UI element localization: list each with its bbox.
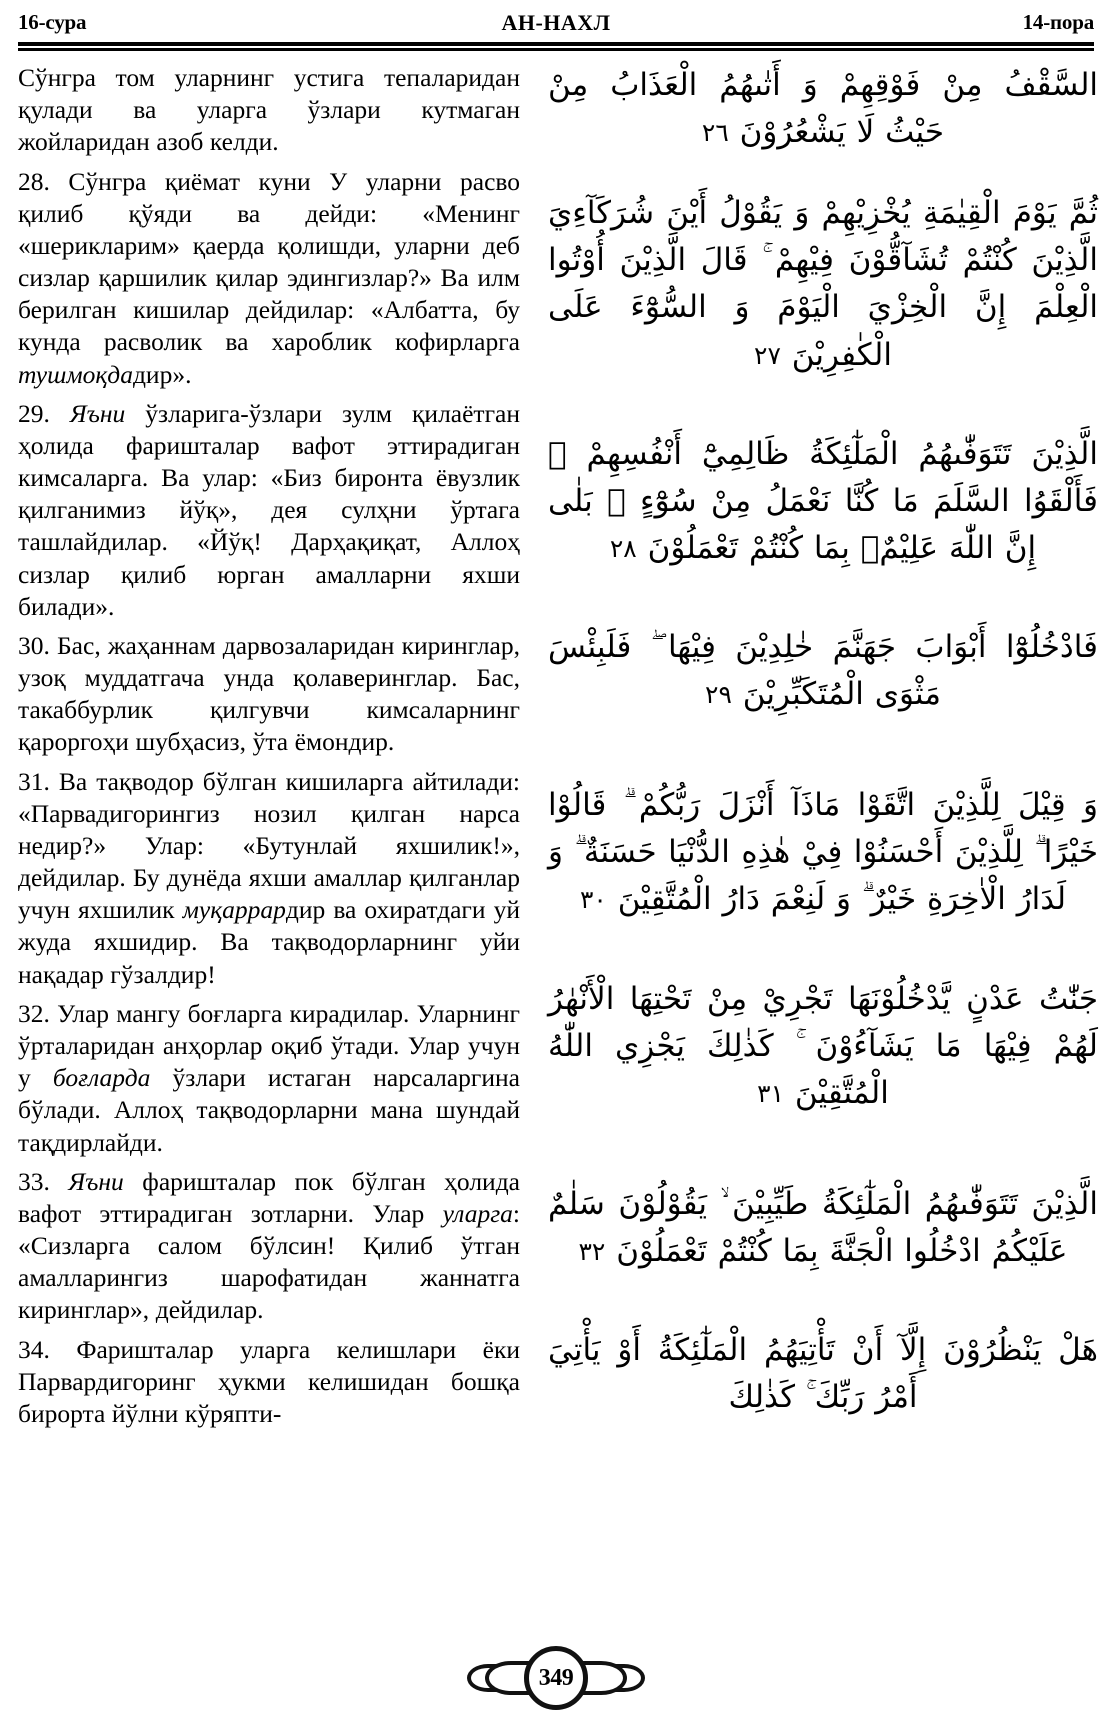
paragraph-emphasis: Яъни bbox=[68, 1166, 124, 1196]
arabic-text: السَّقْفُ مِنْ فَوْقِهِمْ وَ أَتٰىهُمُ الْعَذَابُ مِنْ حَيْثُ لَا يَشْعُرُوْنَ bbox=[548, 67, 1098, 151]
paragraph-text: Сўнгра том уларнинг устига тепаларидан қулади ва уларга ўзлари кутмаган жойларидан азоб келди. bbox=[18, 63, 520, 157]
translation-paragraph bbox=[18, 62, 520, 159]
translation-paragraph bbox=[18, 766, 520, 991]
header-divider-rule bbox=[18, 42, 1094, 51]
arabic-verse-block bbox=[548, 62, 1098, 156]
paragraph-text: 28. Сўнгра қиёмат куни У уларни расво қилиб қўяди ва дейди: «Менинг «шерикларим» қаерда қолишди, уларни деб сизлар қаршилик қилар эдингизлар?» Ва илм берилган кишилар дейдилар: «Албатта, бу кунда расволик ва хароблик кофирларга bbox=[18, 166, 520, 357]
paragraph-number: 29. bbox=[18, 398, 70, 428]
paragraph-text: 32. Улар мангу боғларга кирадилар. Уларнинг ўрталаридан анҳорлар оқиб ўтади. Улар учун у bbox=[18, 998, 520, 1093]
header-surah-name: АН-НАХЛ bbox=[501, 10, 611, 35]
arabic-column bbox=[530, 62, 1098, 1609]
rule-thin-line bbox=[18, 48, 1094, 51]
arabic-verse-block bbox=[548, 190, 1098, 378]
arabic-text: هَلْ يَنْظُرُوْنَ إِلَّآ أَنْ تَأْتِيَهُمُ الْمَلٰٓئِكَةُ أَوْ يَأْتِيَ أَمْرُ رَبِّكَ ۚ كَذٰلِكَ bbox=[548, 1332, 1098, 1416]
page-number-area bbox=[0, 1649, 1112, 1707]
arabic-verse-block bbox=[548, 976, 1098, 1117]
translation-paragraph bbox=[18, 1334, 520, 1431]
page-body bbox=[18, 62, 1098, 1609]
header-juz-label: 14-пора bbox=[1022, 10, 1094, 34]
arabic-verse-block bbox=[548, 1327, 1098, 1421]
ayah-number-marker: ٢٩ bbox=[705, 680, 732, 710]
arabic-verse-block bbox=[548, 431, 1098, 572]
translation-paragraph bbox=[18, 1166, 520, 1327]
arabic-text: الَّذِيْنَ تَتَوَفّٰىهُمُ الْمَلٰٓئِكَةُ ظَالِمِيْٓ أَنْفُسِهِمْ ۖ فَأَلْقَوُا السَّلَمَ مَا كُنَّا نَعْمَلُ مِنْ سُوْٓءٍ ۚ بَلٰى إِنَّ اللّٰهَ عَلِيْمٌۢ بِمَا كُنْتُمْ تَعْمَلُوْنَ bbox=[548, 435, 1098, 566]
ayah-number-marker: ٢٧ bbox=[754, 340, 781, 370]
arabic-verse-block bbox=[548, 1181, 1098, 1275]
arabic-text: ثُمَّ يَوْمَ الْقِيٰمَةِ يُخْزِيْهِمْ وَ يَقُوْلُ أَيْنَ شُرَكَآءِيَ الَّذِيْنَ كُنْتُمْ تُشَآقُّوْنَ فِيْهِمْ ۚ قَالَ الَّذِيْنَ أُوْتُوا الْعِلْمَ إِنَّ الْخِزْيَ الْيَوْمَ وَ السُّوْٓءَ عَلَى الْكٰفِرِيْنَ bbox=[548, 195, 1098, 373]
page-number: 349 bbox=[524, 1646, 588, 1710]
translation-paragraph bbox=[18, 630, 520, 759]
ayah-number-marker: ٣٠ bbox=[579, 885, 607, 915]
paragraph-text-tail: дир». bbox=[132, 359, 192, 389]
paragraph-number: 33. bbox=[18, 1166, 69, 1196]
paragraph-text-tail: : «Сизларга салом бўлсин! Қилиб ўтган амалларингиз шарофатидан жаннатга киринглар», дейдилар. bbox=[18, 1198, 520, 1325]
arabic-text: فَادْخُلُوْٓا أَبْوَابَ جَهَنَّمَ خٰلِدِيْنَ فِيْهَا ۖ فَلَبِئْسَ مَثْوَى الْمُتَكَبِّرِيْنَ bbox=[548, 628, 1098, 713]
paragraph-emphasis: боғларда bbox=[52, 1063, 151, 1093]
arabic-text: جَنّٰتُ عَدْنٍ يَّدْخُلُوْنَهَا تَجْرِيْ مِنْ تَحْتِهَا الْأَنْهٰرُ لَهُمْ فِيْهَا مَا يَشَآءُوْنَ ۚ كَذٰلِكَ يَجْزِي اللّٰهُ الْمُتَّقِيْنَ bbox=[548, 980, 1098, 1111]
arabic-verse-block bbox=[548, 782, 1098, 923]
paragraph-emphasis: Яъни bbox=[69, 398, 126, 428]
translation-paragraph bbox=[18, 166, 520, 391]
header-surah-label: 16-сура bbox=[18, 10, 87, 34]
ayah-number-marker: ٢٦ bbox=[701, 118, 729, 148]
paragraph-text: 34. Фаришталар уларга келишлари ёки Парвардигоринг ҳукми келишидан бошқа бирорта йўлни кўряпти- bbox=[18, 1334, 520, 1428]
ayah-number-marker: ٢٨ bbox=[609, 533, 637, 563]
translation-column bbox=[18, 62, 530, 1609]
paragraph-text-tail: ўзлари истаган нарсаларгина бўлади. Аллоҳ тақводорларни мана шундай тақдирлайди. bbox=[18, 1063, 521, 1157]
paragraph-text: 31. Ва тақводор бўлган кишиларга айтилади: «Парвадигорингиз нозил қилган нарса недир?» Улар: «Бутунлай яхшилик!», дейдилар. Бу дунёда яхши амаллар қилганлар учун яхшилик bbox=[18, 766, 520, 925]
translation-paragraph bbox=[18, 998, 520, 1159]
arabic-text: الَّذِيْنَ تَتَوَفّٰىهُمُ الْمَلٰٓئِكَةُ طَيِّبِيْنَ ۙ يَقُوْلُوْنَ سَلٰمٌ عَلَيْكُمُ ادْخُلُوا الْجَنَّةَ بِمَا كُنْتُمْ تَعْمَلُوْنَ bbox=[548, 1185, 1098, 1269]
running-header bbox=[18, 10, 1094, 44]
ayah-number-marker: ٣١ bbox=[757, 1078, 785, 1108]
paragraph-emphasis: тушмоқда bbox=[18, 359, 133, 389]
ayah-number-marker: ٣٢ bbox=[578, 1236, 606, 1266]
paragraph-text: 30. Бас, жаҳаннам дарвозаларидан киринглар, узоқ муддатгача унда қолаверинглар. Бас, такаббурлик қилгувчи кимсаларнинг қароргоҳи шубҳасиз, ўта ёмондир. bbox=[18, 630, 520, 757]
page-number-ornament-icon bbox=[461, 1649, 651, 1707]
paragraph-text-tail: дир ва охиратдаги уй жуда яхшидир. Ва тақводорларнинг уйи нақадар гўзалдир! bbox=[18, 895, 520, 989]
paragraph-emphasis: муқаррар bbox=[182, 895, 286, 925]
paragraph-emphasis-2: уларга bbox=[442, 1198, 513, 1228]
translation-paragraph bbox=[18, 398, 520, 623]
paragraph-text: фаришталар пок бўлган ҳолида вафот эттирадиган зотларни. Улар bbox=[18, 1166, 520, 1228]
arabic-verse-block bbox=[548, 624, 1098, 718]
paragraph-text: ўзларига-ўзлари зулм қилаётган ҳолида фаришталар вафот эттирадиган кимсаларга. Ва улар: «Биз биронта ёвузлик қилганимиз йўқ», дея сулҳни ўртага ташлайдилар. «Йўқ! Дарҳақиқат, Аллоҳ сизлар қилиб юрган амалларни яхши билади». bbox=[18, 398, 520, 621]
arabic-text: وَ قِيْلَ لِلَّذِيْنَ اتَّقَوْا مَاذَآ أَنْزَلَ رَبُّكُمْ ۗ قَالُوْا خَيْرًا ۗ لِلَّذِيْنَ أَحْسَنُوْا فِيْ هٰذِهِ الدُّنْيَا حَسَنَةٌ ۗ وَ لَدَارُ الْاٰخِرَةِ خَيْرٌ ۗ وَ لَنِعْمَ دَارُ الْمُتَّقِيْنَ bbox=[548, 787, 1098, 918]
